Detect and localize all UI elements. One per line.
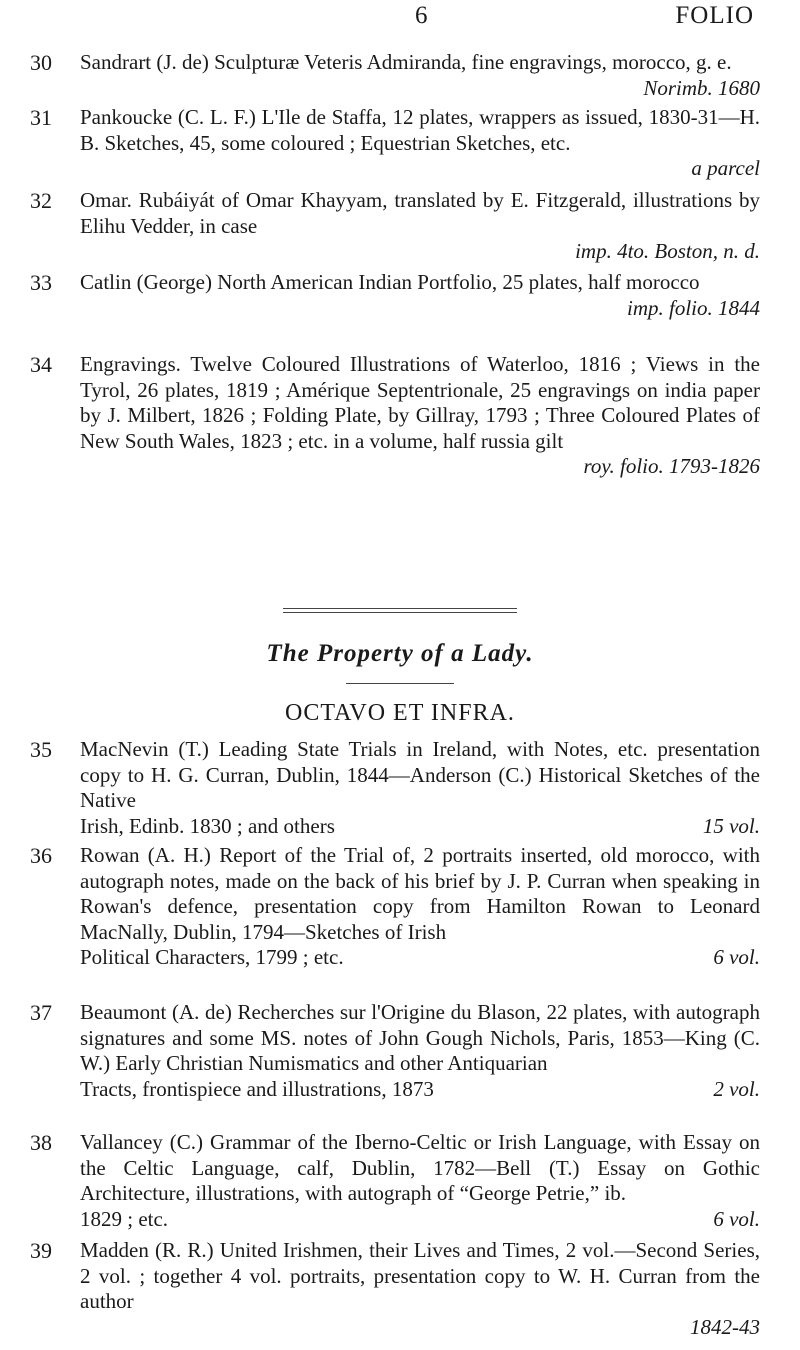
lot-description: MacNevin (T.) Leading State Trials in Ireland, with Notes, etc. presentation copy to H. G. Curran, Dublin, 1844—Anderson (C.) Historical Sketches of the Native bbox=[80, 737, 760, 812]
lot-imprint bbox=[80, 945, 760, 971]
lot-description: Vallancey (C.) Grammar of the Iberno-Celtic or Irish Language, with Essay on the Celtic Language, calf, Dublin, 1782—Bell (T.) Essay on Gothic Architecture, illustrations, with autograph of “George Petrie,” ib. bbox=[80, 1130, 760, 1205]
lot-number: 36 bbox=[30, 843, 52, 868]
lot-description: Sandrart (J. de) Sculpturæ Veteris Admiranda, fine engravings, morocco, g. e. bbox=[80, 50, 732, 74]
property-heading: The Property of a Lady. bbox=[266, 640, 534, 667]
lot-number: 35 bbox=[30, 737, 52, 762]
lot-entry bbox=[30, 737, 760, 839]
divider-rule bbox=[346, 683, 454, 684]
page-number: 6 bbox=[415, 2, 428, 29]
lot-description: Omar. Rubáiyát of Omar Khayyam, translated by E. Fitzgerald, illustrations by Elihu Vedder, in case bbox=[80, 188, 760, 238]
lot-imprint bbox=[80, 296, 760, 322]
lot-entry bbox=[30, 50, 760, 101]
lot-imprint bbox=[80, 156, 760, 182]
lot-number: 31 bbox=[30, 105, 52, 130]
lot-description: Engravings. Twelve Coloured Illustrations of Waterloo, 1816 ; Views in the Tyrol, 26 plates, 1819 ; Amérique Septentrionale, 25 engravings on india paper by J. Milbert, 1826 ; Folding Plate, by Gillray, 1793 ; Three Coloured Plates of New South Wales, 1823 ; etc. in a volume, half russia gilt bbox=[80, 352, 760, 453]
lot-entry bbox=[30, 270, 760, 321]
lot-imprint-right: roy. folio. 1793-1826 bbox=[583, 454, 760, 478]
lot-imprint-right: imp. folio. 1844 bbox=[626, 295, 760, 320]
lot-imprint-left: Irish, Edinb. 1830 ; and others bbox=[80, 813, 335, 838]
lot-imprint-right: imp. 4to. Boston, n. d. bbox=[575, 239, 760, 263]
lot-imprint-right: 1842-43 bbox=[690, 1314, 760, 1339]
lot-imprint bbox=[80, 1315, 760, 1341]
lot-entry bbox=[30, 188, 760, 265]
lot-imprint bbox=[80, 1077, 760, 1103]
lot-description: Rowan (A. H.) Report of the Trial of, 2 portraits inserted, old morocco, with autograph notes, made on the back of his brief by J. P. Curran when speaking in Rowan's defence, presentation copy from Hamilton Rowan to Leonard MacNally, Dublin, 1794—Sketches of Irish bbox=[80, 843, 760, 944]
lot-entry bbox=[30, 1238, 760, 1340]
lot-number: 37 bbox=[30, 1000, 52, 1025]
lot-number: 34 bbox=[30, 352, 52, 377]
lot-description: Beaumont (A. de) Recherches sur l'Origine du Blason, 22 plates, with autograph signatures and some MS. notes of John Gough Nichols, Paris, 1853—King (C. W.) Early Christian Numismatics and other Antiquarian bbox=[80, 1000, 760, 1075]
lot-number: 33 bbox=[30, 270, 52, 295]
lot-imprint bbox=[80, 76, 760, 102]
lot-imprint-left: Political Characters, 1799 ; etc. bbox=[80, 945, 344, 969]
lot-entry bbox=[30, 1000, 760, 1102]
lot-number: 38 bbox=[30, 1130, 52, 1155]
lot-imprint-right: a parcel bbox=[691, 156, 760, 180]
lot-imprint-right: Norimb. 1680 bbox=[643, 75, 760, 100]
lot-entry bbox=[30, 105, 760, 182]
lot-imprint-right: 2 vol. bbox=[713, 1076, 760, 1101]
page-header bbox=[0, 2, 800, 32]
octavo-heading: OCTAVO ET INFRA. bbox=[285, 700, 515, 726]
lot-number: 30 bbox=[30, 50, 52, 75]
lot-imprint bbox=[80, 814, 760, 840]
lot-number: 32 bbox=[30, 188, 52, 213]
lot-description: Pankoucke (C. L. F.) L'Ile de Staffa, 12 plates, wrappers as issued, 1830-31—H. B. Sketches, 45, some coloured ; Equestrian Sketches, etc. bbox=[80, 105, 760, 155]
lot-imprint-right: 6 vol. bbox=[713, 1206, 760, 1231]
divider-rule bbox=[283, 612, 517, 613]
lot-imprint bbox=[80, 454, 760, 480]
lot-entry bbox=[30, 352, 760, 480]
lot-imprint-right: 15 vol. bbox=[702, 813, 760, 838]
lot-entry bbox=[30, 1130, 760, 1232]
lot-imprint-left: 1829 ; etc. bbox=[80, 1206, 169, 1231]
lot-imprint bbox=[80, 239, 760, 265]
lot-imprint-right: 6 vol. bbox=[713, 945, 760, 969]
lot-entry bbox=[30, 843, 760, 971]
section-label: FOLIO bbox=[675, 2, 754, 29]
lot-imprint bbox=[80, 1207, 760, 1233]
lot-description: Madden (R. R.) United Irishmen, their Lives and Times, 2 vol.—Second Series, 2 vol. ; together 4 vol. portraits, presentation copy to W. H. Curran from the author bbox=[80, 1238, 760, 1313]
lot-number: 39 bbox=[30, 1238, 52, 1263]
lot-imprint-left: Tracts, frontispiece and illustrations, 1873 bbox=[80, 1076, 434, 1101]
divider-rule bbox=[283, 608, 517, 609]
lot-description: Catlin (George) North American Indian Portfolio, 25 plates, half morocco bbox=[80, 270, 700, 294]
